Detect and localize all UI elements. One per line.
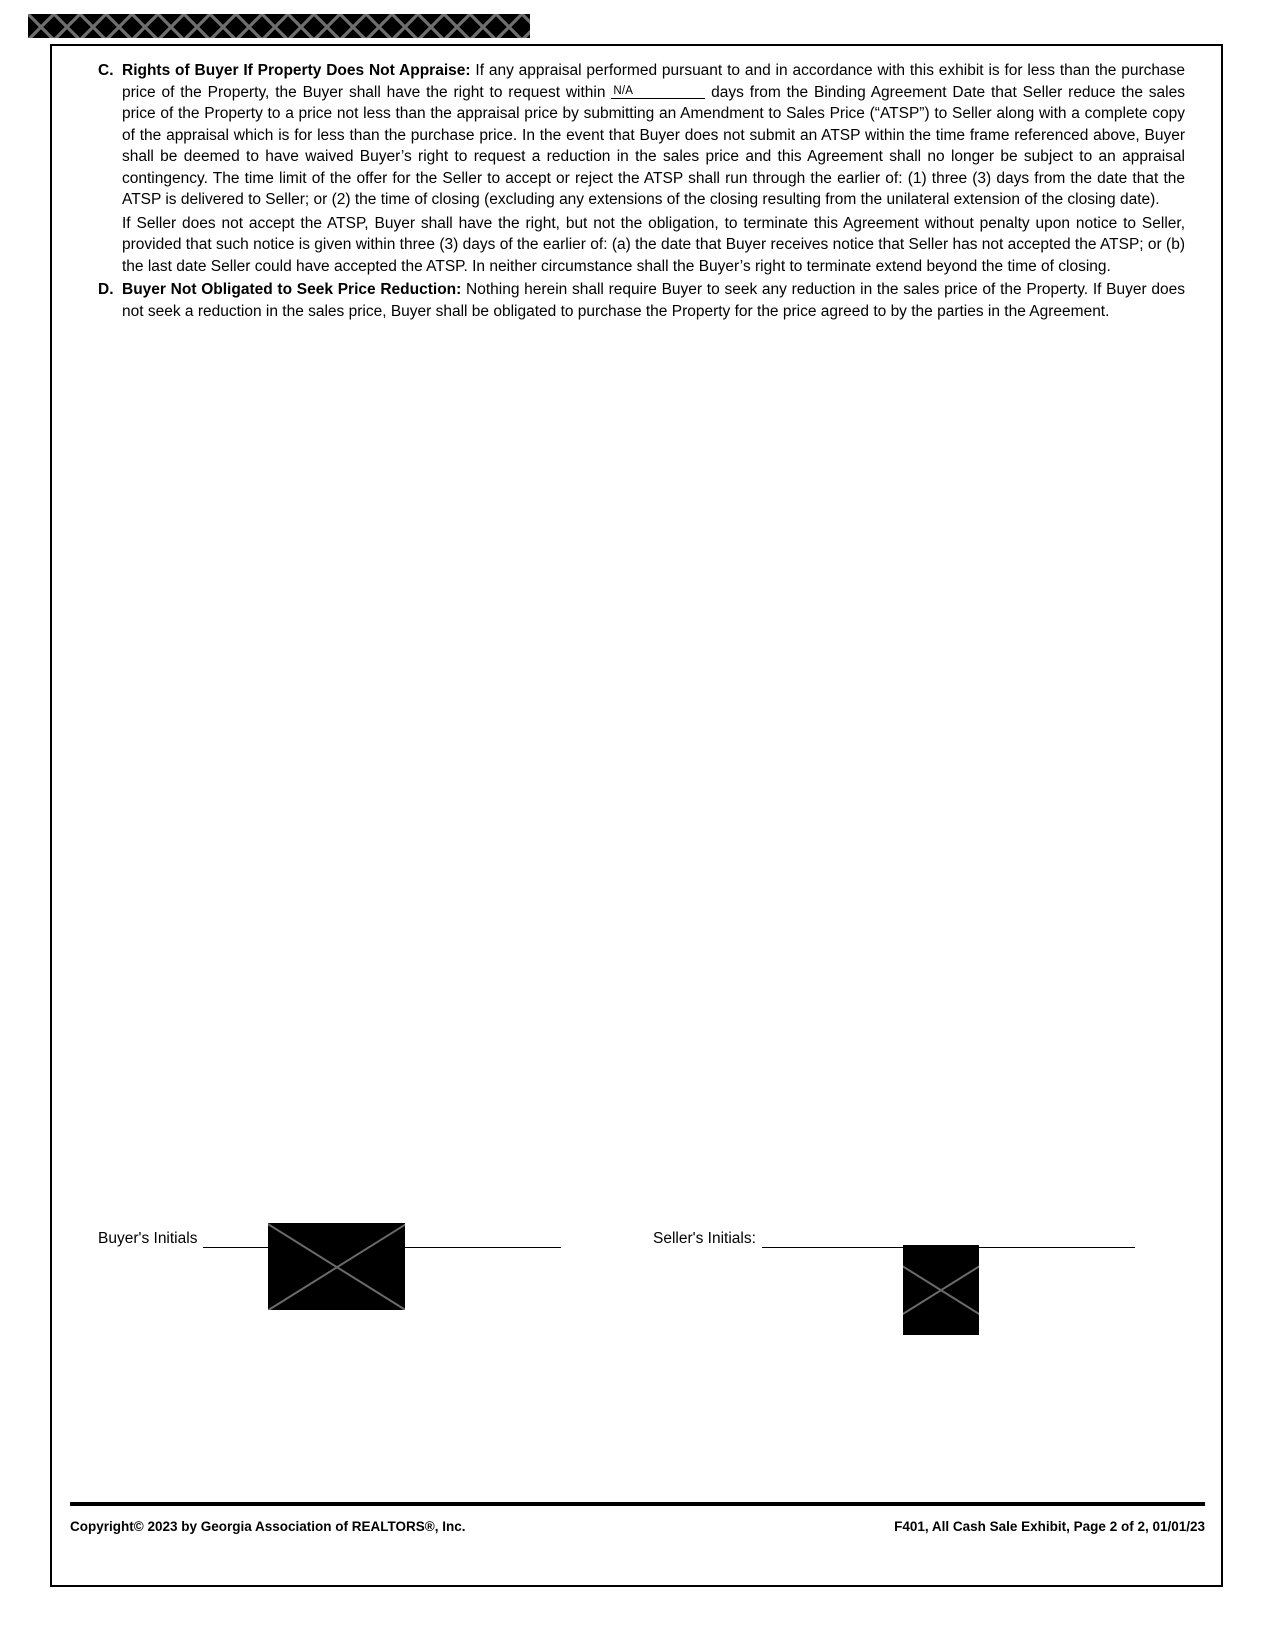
- appraisal-request-days-field[interactable]: N/A: [611, 84, 705, 99]
- document-body: [90, 60, 1185, 322]
- clause-d-body: [122, 279, 1185, 322]
- seller-initials-group: [653, 1230, 1135, 1248]
- initials-row: [90, 1222, 1185, 1262]
- top-redaction-bar: [28, 14, 530, 38]
- redaction-x-stroke-icon: [903, 1261, 979, 1319]
- clause-c-text-after-blank: days from the Binding Agreement Date that Seller reduce the sales price of the Property to a price not less than the appraisal price by submitting an Amendment to Sales Price (“ATSP”) to Seller along with a complete copy of the appraisal which is for less than the purchase price. In the event that Buyer does not submit an ATSP within the time frame referenced above, Buyer shall be deemed to have waived Buyer’s right to request a reduction in the sales price and this Agreement shall no longer be subject to an appraisal contingency. The time limit of the offer for the Seller to accept or reject the ATSP shall run through the earlier of: (1) three (3) days from the date that the ATSP is delivered to Seller; or (2) the time of closing (excluding any extensions of the closing resulting from the unilateral extension of the closing date).: [122, 83, 1185, 208]
- clause-c-sub-paragraph: If Seller does not accept the ATSP, Buyer shall have the right, but not the obligation, to terminate this Agreement without penalty upon notice to Seller, provided that such notice is given within three (3) days of the earlier of: (a) the date that Buyer receives notice that Seller has not accepted the ATSP; or (b) the last date Seller could have accepted the ATSP. In neither circumstance shall the Buyer’s right to terminate extend beyond the time of closing.: [122, 214, 1185, 275]
- clause-d-text: Nothing herein shall require Buyer to seek any reduction in the sales price of the Property. If Buyer does not seek a reduction in the sales price, Buyer shall be obligated to purchase the Property for the price agreed to by the parties in the Agreement.: [122, 281, 1185, 320]
- clause-c-heading: Rights of Buyer If Property Does Not Appraise:: [122, 62, 471, 79]
- clause-c-body: [122, 60, 1185, 211]
- clause-d-letter: D.: [98, 281, 114, 298]
- clause-c: [90, 60, 1185, 211]
- clause-c-letter: C.: [98, 62, 114, 79]
- redaction-hatch-pattern: [28, 14, 530, 38]
- footer: [70, 1518, 1205, 1536]
- clause-c-text-before-blank: If any appraisal performed pursuant to and in accordance with this exhibit is for less than the purchase price of the Property, the Buyer shall have the right to request within: [122, 62, 1186, 101]
- footer-divider: [70, 1502, 1205, 1506]
- clause-d: [90, 279, 1185, 322]
- footer-form-info: F401, All Cash Sale Exhibit, Page 2 of 2, 01/01/23: [894, 1519, 1205, 1534]
- buyer-initials-redaction-box: [268, 1223, 405, 1310]
- clause-d-heading: Buyer Not Obligated to Seek Price Reduction:: [122, 281, 462, 298]
- buyer-initials-label: Buyer's Initials: [98, 1230, 198, 1247]
- seller-initials-label: Seller's Initials:: [653, 1230, 756, 1247]
- document-page: [50, 44, 1223, 1587]
- seller-initials-redaction-box: [903, 1245, 979, 1335]
- footer-copyright: Copyright© 2023 by Georgia Association of REALTORS®, Inc.: [70, 1519, 466, 1534]
